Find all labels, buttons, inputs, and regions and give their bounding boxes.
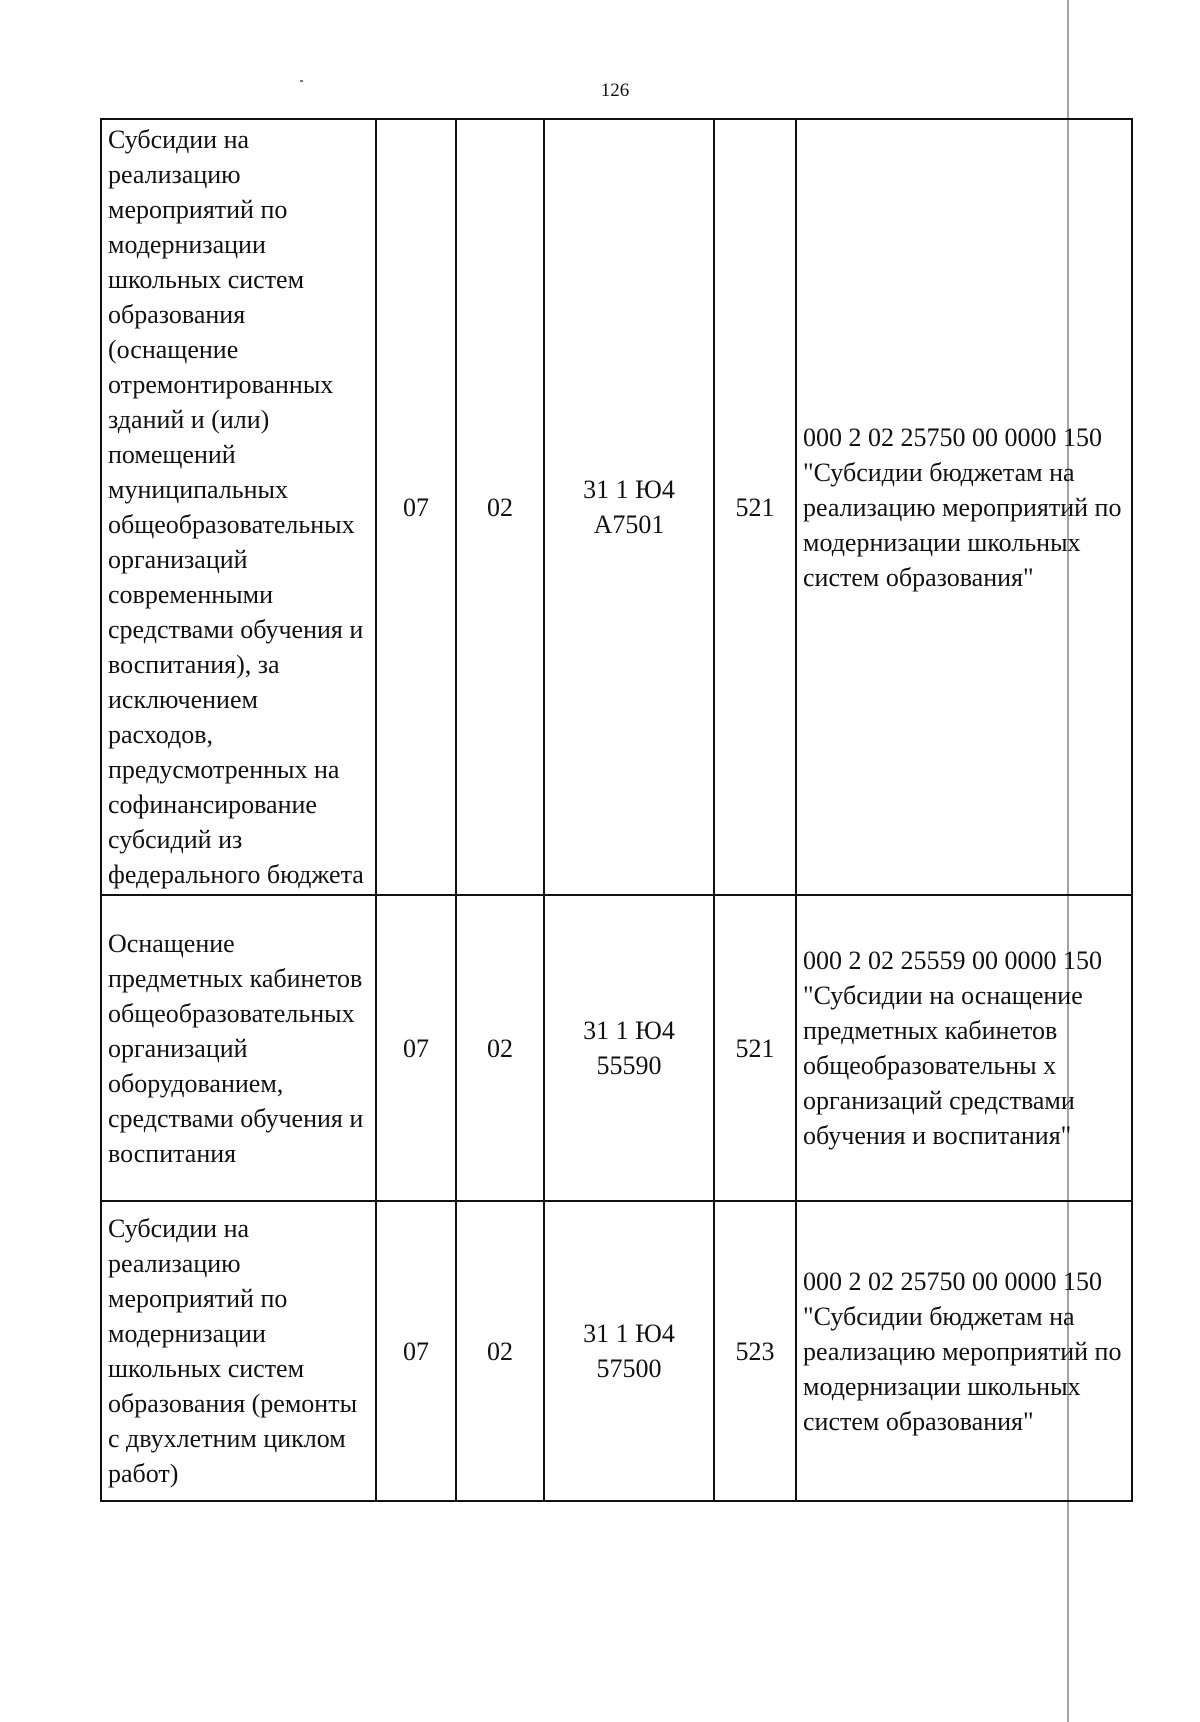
table-row <box>101 895 1132 1201</box>
page-number: 126 <box>600 80 630 101</box>
cell-subsection: 02 <box>456 1201 544 1501</box>
cell-expense-type: 521 <box>714 895 796 1201</box>
cell-name: Оснащение предметных кабинетов общеобразовательных организаций оборудованием, средствами обучения и воспитания <box>101 895 376 1201</box>
cell-section: 07 <box>376 895 456 1201</box>
cell-subsection: 02 <box>456 119 544 895</box>
table-row <box>101 119 1132 895</box>
cell-name: Субсидии на реализацию мероприятий по модернизации школьных систем образования (оснащение отремонтированных зданий и (или) помещений муниципальных общеобразовательных организаций современными средствами обучения и воспитания), за исключением расходов, предусмотренных на софинансирование субсидий из федерального бюджета <box>101 119 376 895</box>
cell-expense-type: 521 <box>714 119 796 895</box>
cell-section: 07 <box>376 119 456 895</box>
cell-income-code: 000 2 02 25750 00 0000 150 "Субсидии бюджетам на реализацию мероприятий по модернизации школьных систем образования" <box>796 119 1132 895</box>
cell-target-article: 31 1 Ю4 55590 <box>544 895 714 1201</box>
cell-section: 07 <box>376 1201 456 1501</box>
cell-expense-type: 523 <box>714 1201 796 1501</box>
cell-target-article: 31 1 Ю4 57500 <box>544 1201 714 1501</box>
cell-subsection: 02 <box>456 895 544 1201</box>
cell-income-code: 000 2 02 25750 00 0000 150 "Субсидии бюджетам на реализацию мероприятий по модернизации школьных систем образования" <box>796 1201 1132 1501</box>
budget-table <box>100 118 1133 1502</box>
cell-income-code: 000 2 02 25559 00 0000 150 "Субсидии на оснащение предметных кабинетов общеобразовательны х организаций средствами обучения и воспитания" <box>796 895 1132 1201</box>
table-row <box>101 1201 1132 1501</box>
cell-target-article: 31 1 Ю4 А7501 <box>544 119 714 895</box>
cell-name: Субсидии на реализацию мероприятий по модернизации школьных систем образования (ремонты с двухлетним циклом работ) <box>101 1201 376 1501</box>
